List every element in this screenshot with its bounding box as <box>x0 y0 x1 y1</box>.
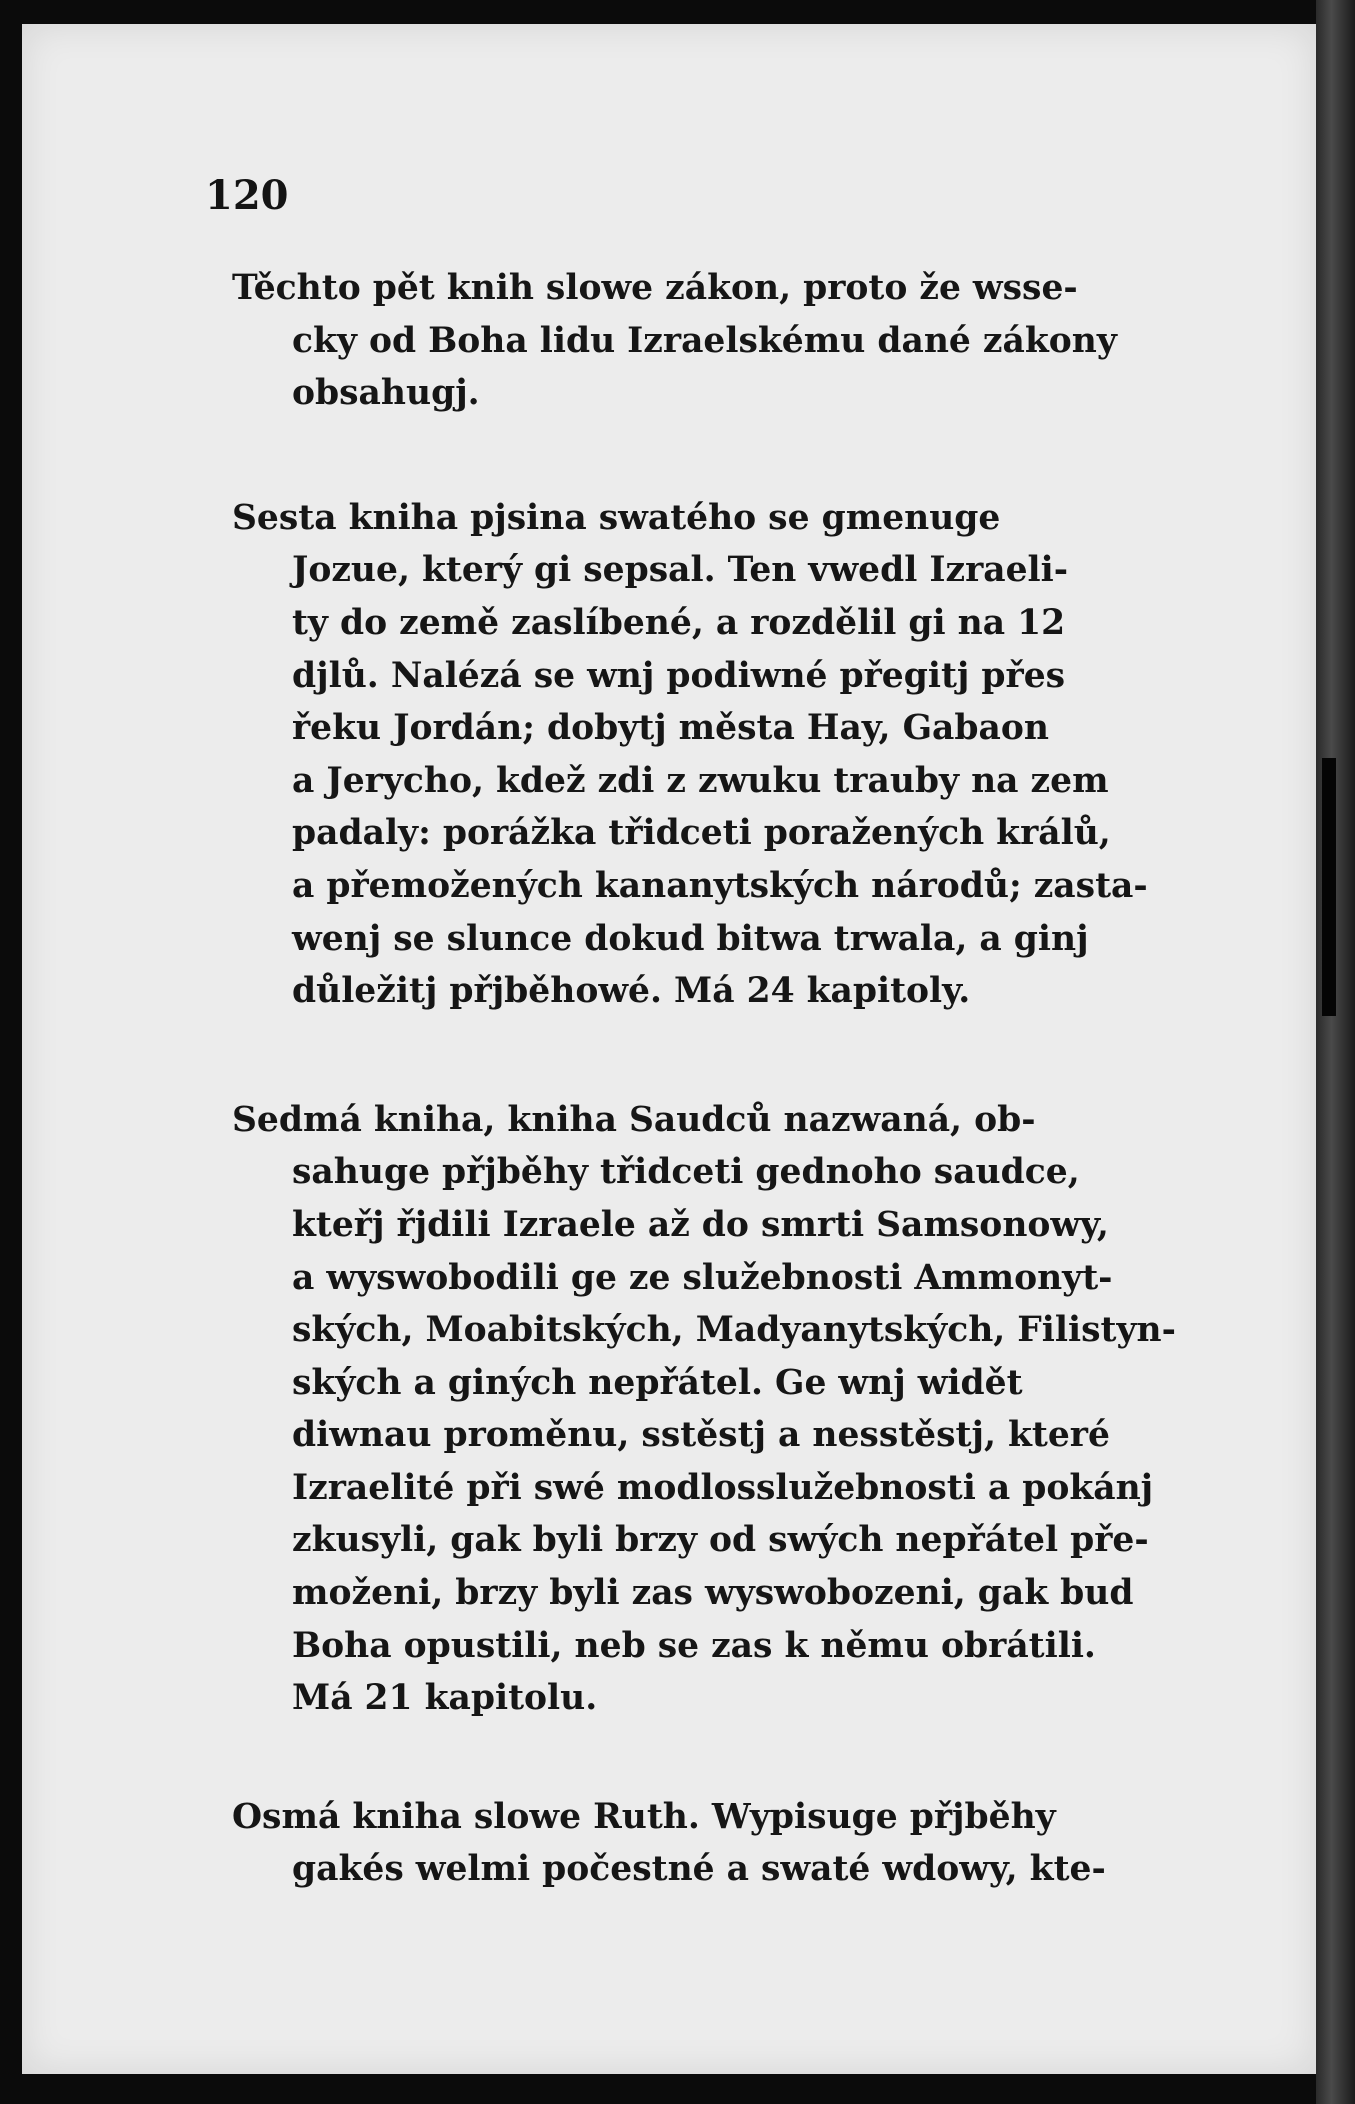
text-line: Sesta kniha pjsina swatého se gmenuge <box>232 497 1001 538</box>
text-line: obsahugj. <box>292 373 480 414</box>
text-line: Jozue, který gi sepsal. Ten vwedl Izraeli- <box>292 550 1069 591</box>
text-line: ských, Moabitských, Madyanytských, Filistyn- <box>292 1310 1176 1351</box>
text-line: a Jerycho, kdež zdi z zwuku trauby na zem <box>292 760 1109 801</box>
text-line: kteřj řjdili Izraele až do smrti Samsonowy, <box>292 1204 1109 1245</box>
text-body <box>232 262 1184 1896</box>
edge-shadow-mark <box>1322 758 1336 1016</box>
paragraph-4 <box>232 1791 1184 1896</box>
text-line: Má 21 kapitolu. <box>292 1678 598 1719</box>
text-line: ských a giných nepřátel. Ge wnj widět <box>292 1362 1023 1403</box>
text-line: cky od Boha lidu Izraelskému dané zákony <box>292 320 1117 361</box>
text-line: řeku Jordán; dobytj města Hay, Gabaon <box>292 708 1049 749</box>
text-line: zkusyli, gak byli brzy od swých nepřátel pře- <box>292 1520 1149 1561</box>
text-line: djlů. Nalézá se wnj podiwné přegitj přes <box>292 655 1066 696</box>
text-line: wenj se slunce dokud bitwa trwala, a ginj <box>292 918 1089 959</box>
text-line: a wyswobodili ge ze služebnosti Ammonyt- <box>292 1257 1113 1298</box>
text-line: sahuge přjběhy třidceti gednoho saudce, <box>292 1152 1080 1193</box>
text-line: Sedmá kniha, kniha Saudců nazwaná, ob- <box>232 1099 1036 1140</box>
text-line: padaly: porážka třidceti poražených králů, <box>292 813 1111 854</box>
paragraph-1 <box>232 262 1184 420</box>
text-line: Těchto pět knih slowe zákon, proto že wsse- <box>232 268 1078 308</box>
text-line: diwnau proměnu, sstěstj a nesstěstj, které <box>292 1415 1110 1456</box>
text-line: důležitj přjběhowé. Má 24 kapitoly. <box>292 971 971 1012</box>
text-line: gakés welmi počestné a swaté wdowy, kte- <box>292 1849 1106 1890</box>
book-edge <box>1316 0 1355 2104</box>
text-line: Izraelité při swé modlosslužebnosti a pokánj <box>292 1467 1154 1508</box>
paragraph-3 <box>232 1094 1184 1725</box>
paragraph-2 <box>232 492 1184 1018</box>
text-line: Osmá kniha slowe Ruth. Wypisuge přjběhy <box>232 1796 1056 1837</box>
text-line: a přemožených kananytských národů; zasta- <box>292 865 1148 906</box>
text-line: moženi, brzy byli zas wyswobozeni, gak bud <box>292 1573 1134 1614</box>
text-line: Boha opustili, neb se zas k němu obrátili. <box>292 1625 1096 1666</box>
page-number: 120 <box>205 172 289 219</box>
text-line: ty do země zaslíbené, a rozdělil gi na 12 <box>292 602 1066 643</box>
